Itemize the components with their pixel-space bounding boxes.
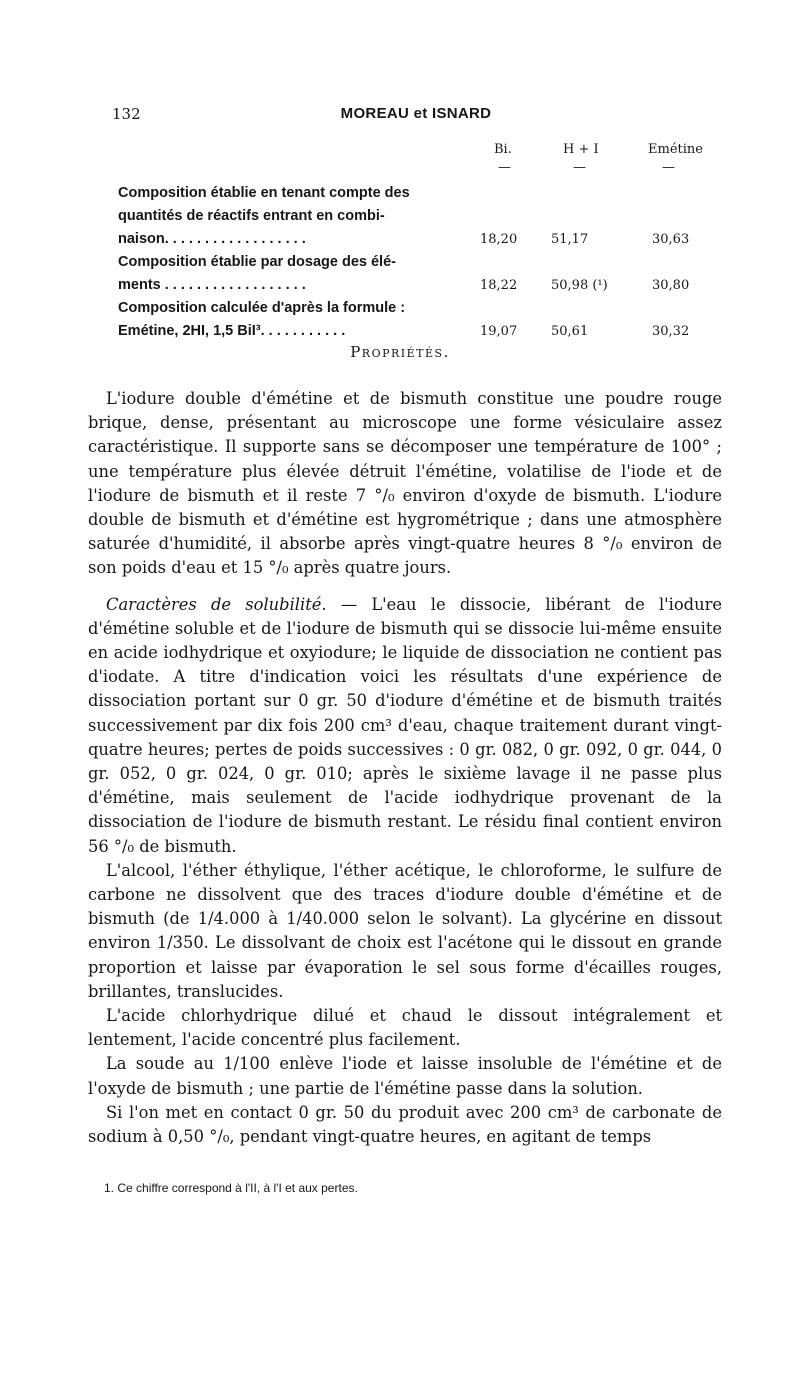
paragraph <box>88 593 722 859</box>
value-hi: 50,61 <box>551 324 589 339</box>
table-column-headers <box>118 142 718 182</box>
value-hi: 51,17 <box>551 232 589 247</box>
row-label-line: quantités de réactifs entrant en combi- <box>118 208 385 224</box>
column-dash: — <box>662 160 675 175</box>
paragraph: L'alcool, l'éther éthylique, l'éther acétique, le chloroforme, le sulfure de carbone ne dissolvent que des traces d'iodure double d'émétine et de bismuth (de 1/4.000 à 1/40.000 selon le solvant). La glycérine en dissout environ 1/350. Le dissolvant de choix est l'acétone qui le dissout en grande proportion et laisse par évaporation le sel sous forme d'écailles rouges, brillantes, translucides. <box>88 860 722 1001</box>
section-title: Propriétés. <box>350 343 450 361</box>
paragraph-text: — L'eau le dissocie, libérant de l'iodure d'émétine soluble et de l'iodure de bismuth qui se dissocie lui-même ensuite en acide iodhydrique et oxyiodure; le liquide de dissociation ne contient pas d'iodate. A titre d'indication voici les résultats d'une expérience de dissociation portant sur 0 gr. 50 d'iodure d'émétine et de bismuth traités successivement par dix fois 200 cm³ d'eau, chaque traitement durant vingt-quatre heures; pertes de poids successives : 0 gr. 082, 0 gr. 092, 0 gr. 044, 0 gr. 052, 0 gr. 024, 0 gr. 010; après le sixième lavage il ne passe plus d'émétine, mais seulement de l'acide iodhydrique provenant de la dissociation de l'iodure de bismuth restant. Le résidu final contient environ 56 °/₀ de bismuth. <box>88 594 722 856</box>
paragraph: Si l'on met en contact 0 gr. 50 du produit avec 200 cm³ de carbonate de sodium à 0,50 °/₀, pendant vingt-quatre heures, en agitant de temps <box>88 1102 722 1147</box>
value-emetine: 30,32 <box>652 324 690 339</box>
column-dash: — <box>498 160 511 175</box>
row-label <box>118 297 448 343</box>
row-label-line: Composition établie en tenant compte des <box>118 185 410 201</box>
paragraph: L'acide chlorhydrique dilué et chaud le dissout intégralement et lentement, l'acide concentré plus facilement. <box>88 1006 722 1050</box>
value-emetine: 30,63 <box>652 232 690 247</box>
row-label-line: Composition calculée d'après la formule : <box>118 300 406 316</box>
italic-heading: Caractères de solubilité. <box>106 594 327 614</box>
value-bi: 19,07 <box>480 324 518 339</box>
column-header-hi: H + I <box>563 142 599 157</box>
paragraph: La soude au 1/100 enlève l'iode et laisse insoluble de l'émétine et de l'oxyde de bismuth ; une partie de l'émétine passe dans la solution. <box>88 1054 722 1098</box>
paragraph: L'iodure double d'émétine et de bismuth constitue une poudre rouge brique, dense, présentant au microscope une forme vésiculaire assez caractéristique. Il supporte sans se décomposer une température de 100° ; une température plus élevée détruit l'émétine, volatilise de l'iode et de l'iodure de bismuth et il reste 7 °/₀ environ d'oxyde de bismuth. L'iodure double de bismuth et d'émétine est hygrométrique ; dans une atmosphère saturée d'humidité, il absorbe après vingt-quatre heures 8 °/₀ environ de son poids d'eau et 15 °/₀ après quatre jours. <box>88 389 722 578</box>
page-number: 132 <box>112 105 141 123</box>
table-row <box>118 251 718 297</box>
body-text <box>88 387 722 1149</box>
value-bi: 18,20 <box>480 232 518 247</box>
composition-table <box>118 142 718 343</box>
column-header-emetine: Emétine <box>648 142 703 157</box>
row-label-line: naison. . . . . . . . . . . . . . . . . . <box>118 231 306 247</box>
table-row <box>118 182 718 251</box>
value-bi: 18,22 <box>480 278 518 293</box>
column-dash: — <box>573 160 586 175</box>
value-emetine: 30,80 <box>652 278 690 293</box>
running-title: MOREAU et ISNARD <box>340 105 492 122</box>
footnote: 1. Ce chiffre correspond à l'II, à l'I et aux pertes. <box>104 1181 358 1195</box>
table-row <box>118 297 718 343</box>
row-label <box>118 182 448 251</box>
page-header <box>112 105 720 129</box>
row-label-line: ments . . . . . . . . . . . . . . . . . . <box>118 277 306 293</box>
row-label <box>118 251 448 297</box>
column-header-bi: Bi. <box>494 142 512 157</box>
row-label-line: Composition établie par dosage des élé- <box>118 254 396 270</box>
value-hi: 50,98 (¹) <box>551 278 608 293</box>
row-label-line: Emétine, 2HI, 1,5 BiI³. . . . . . . . . . . <box>118 323 346 339</box>
